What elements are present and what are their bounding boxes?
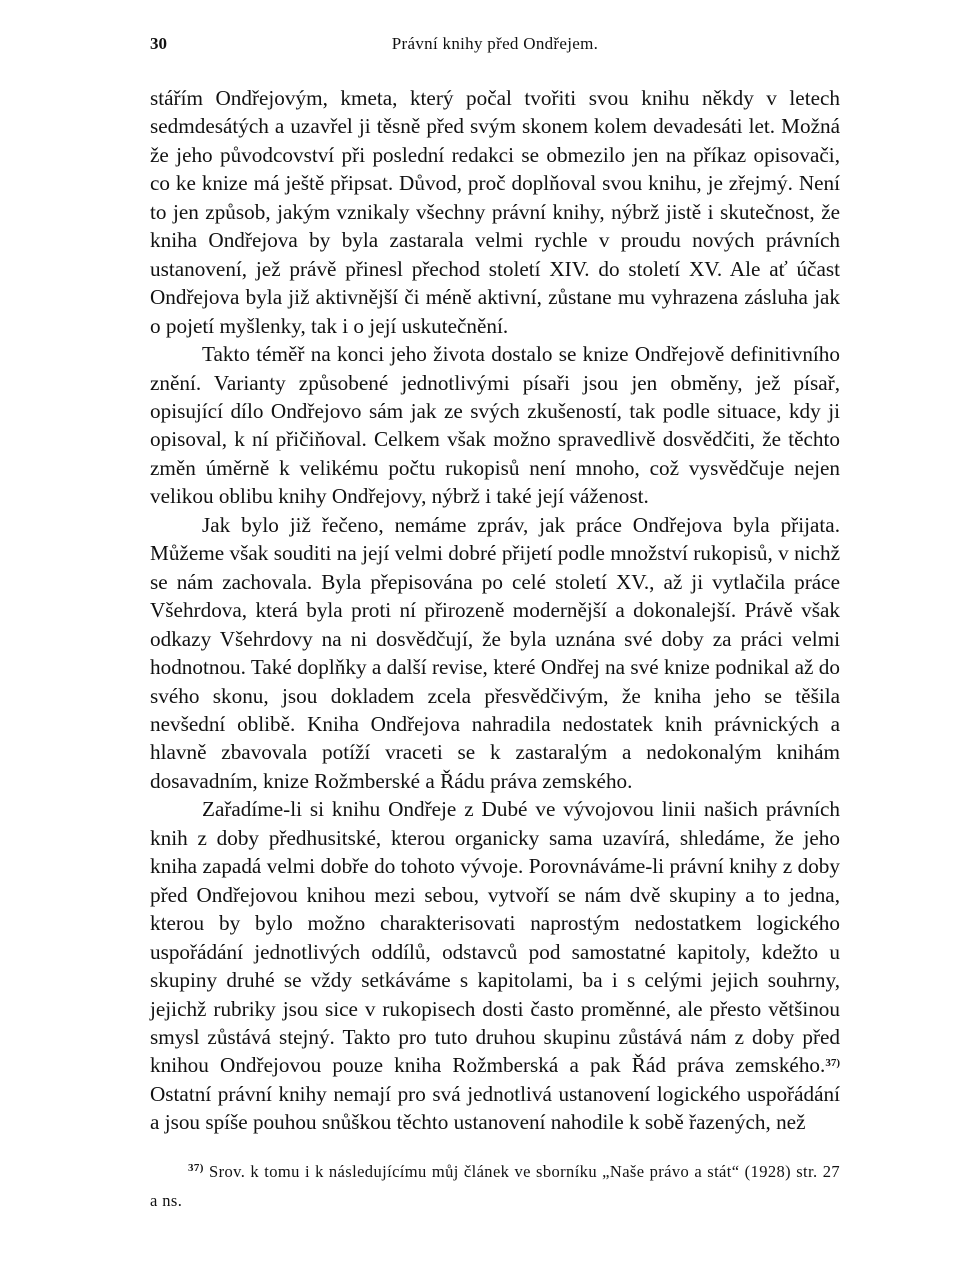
paragraph-4-text: Zařadíme-li si knihu Ondřeje z Dubé ve vývojovou linii našich právních knih z doby předhusitské, kterou organicky sama uzavírá, shledáme, že jeho kniha zapadá velmi dobře do tohoto vývoje. Porovnáváme-li právní knihy z doby před Ondřejovou knihou mezi sebou, vytvoří se nám dvě skupiny a to jedna, kterou by bylo možno charakterisovati naprostým nedostatkem logického uspořádání jednotlivých oddílů, odstavců pod samostatné kapitoly, kdežto u skupiny druhé se vždy setkáváme s kapitolami, ba i s celými jejich souhrny, jejichž rubriky jsou sice v rukopisech dosti často proměnné, ale přesto většinou smysl zůstává stejný. Takto pro tuto druhou skupinu zůstává nám z doby před knihou Ondřejovou pouze kniha Rožmberská a pak Řád práva zemského.: [150, 797, 840, 1078]
page-header: [150, 30, 840, 60]
paragraph-3: Jak bylo již řečeno, nemáme zpráv, jak práce Ondřejova byla přijata. Můžeme však souditi na její velmi dobré přijetí podle množství rukopisů, v nichž se nám zachovala. Byla přepisována po celé století XV., až ji vytlačila práce Všehrdova, která byla proti ní přirozeně modernější a dokonalejší. Právě však odkazy Všehrdovy na ni dosvědčují, že byla uznána své doby za práci velmi hodnotnou. Také doplňky a další revise, které Ondřej na své knize podnikal až do svého skonu, jsou dokladem zcela přesvědčivým, že kniha jeho se těšila nevšední oblibě. Kniha Ondřejova nahradila nedostatek knih právnických a hlavně zbavovala potíží vraceti se k zastaralým a nedokonalým knihám dosavadním, knize Rožmberské a Řádu práva zemského.: [150, 512, 840, 793]
footnote-marker: 37): [188, 1161, 204, 1174]
paragraph-2: Takto téměř na konci jeho života dostalo se knize Ondřejově definitivního znění. Varianty způsobené jednotlivými písaři jsou jen obměny, jež písař, opisující dílo Ondřejovo sám jak ze svých zkušeností, tak podle situace, kdy ji opisoval, k ní přičiňoval. Celkem však možno spravedlivě dosvědčiti, že těchto změn úměrně k velikému počtu rukopisů není mnoho, což vysvědčuje nejen velikou oblibu knihy Ondřejovy, nýbrž i také její váženost.: [150, 342, 840, 509]
running-title: Právní knihy před Ondřejem.: [391, 34, 599, 53]
page-number: 30: [150, 34, 167, 53]
book-page: [150, 30, 840, 1215]
footnotes: [150, 1157, 840, 1215]
paragraph-1: stářím Ondřejovým, kmeta, který počal tvořiti svou knihu někdy v letech sedmdesátých a uzavřel ji těsně před svým skonem kolem devadesáti let. Možná že jeho původcovství při poslední redakci se obmezilo jen na příkaz opisovači, co ke knize má ještě připsat. Důvod, proč doplňoval svou knihu, je zřejmý. Není to jen způsob, jakým vznikaly všechny právní knihy, nýbrž jistě i skutečnost, že kniha Ondřejova by byla zastarala velmi rychle v proudu nových právních ustanovení, jež právě přinesl přechod století XIV. do století XV. Ale ať účast Ondřejova byla již aktivnější či méně aktivní, zůstane mu vyhrazena zásluha jak o pojetí myšlenky, tak i o její uskutečnění.: [150, 86, 840, 338]
body-text: [150, 84, 840, 1137]
footnote-reference: 37): [825, 1057, 840, 1070]
footnote-37: [150, 1157, 840, 1215]
paragraph-4: [150, 795, 840, 1136]
footnote-text: Srov. k tomu i k následujícímu můj článek ve sborníku „Naše právo a stát“ (1928) str. 27 a ns.: [150, 1161, 840, 1210]
paragraph-4-continuation: Ostatní právní knihy nemají pro svá jednotlivá ustanovení logického uspořádání a jsou spíše pouhou snůškou těchto ustanovení nahodile k sobě řazených, než: [150, 1081, 840, 1135]
